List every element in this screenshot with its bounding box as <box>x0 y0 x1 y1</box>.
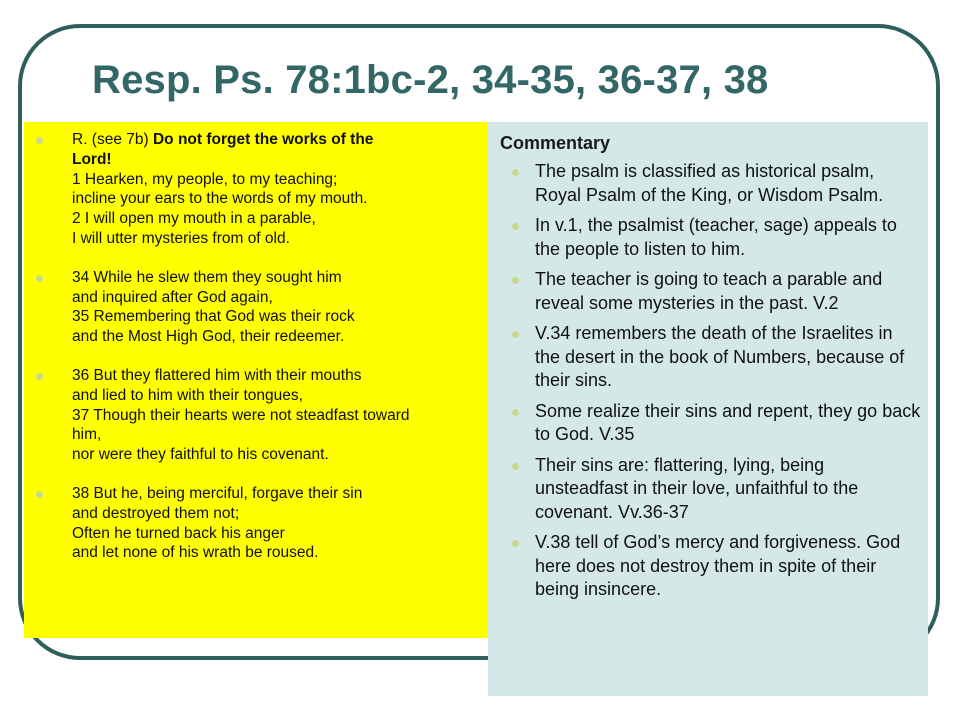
bullet-icon <box>512 223 519 230</box>
commentary-text: V.34 remembers the death of the Israelites in the desert in the book of Numbers, because of their sins. <box>535 323 905 390</box>
commentary-item <box>500 400 922 447</box>
verse-line: nor were they faithful to his covenant. <box>72 446 329 464</box>
verse-line: 34 While he slew them they sought him <box>72 268 342 286</box>
commentary-item <box>500 322 922 393</box>
slide-title: Resp. Ps. 78:1bc-2, 34-35, 36-37, 38 <box>92 58 769 102</box>
commentary-item <box>500 160 922 207</box>
verse-line: and lied to him with their tongues, <box>72 386 303 404</box>
verse-text: R. (see 7b) <box>72 131 153 148</box>
bullet-icon <box>36 491 43 498</box>
commentary-text: V.38 tell of God’s mercy and forgiveness. God here does not destroy them in spite of their being insincere. <box>535 532 901 599</box>
bullet-icon <box>512 331 519 338</box>
commentary-text: The psalm is classified as historical psalm, Royal Psalm of the King, or Wisdom Psalm. <box>535 161 884 205</box>
verse-line: him, <box>72 426 102 444</box>
bullet-icon <box>512 169 519 176</box>
verse-group <box>24 484 482 563</box>
bullet-icon <box>512 409 519 416</box>
verse-group <box>24 130 482 249</box>
psalm-verses-list <box>24 130 482 563</box>
verse-line <box>72 150 482 170</box>
response-text: Lord! <box>72 150 112 168</box>
verse-line: 36 But they flattered him with their mouths <box>72 366 362 384</box>
verse-line: incline your ears to the words of my mouth. <box>72 190 368 208</box>
verse-line: I will utter mysteries from of old. <box>72 229 290 247</box>
verse-group <box>24 268 482 347</box>
commentary-heading: Commentary <box>500 133 611 153</box>
bullet-icon <box>512 277 519 284</box>
commentary-item <box>500 214 922 261</box>
verse-group <box>24 366 482 465</box>
commentary-item <box>500 531 922 602</box>
verse-line: 2 I will open my mouth in a parable, <box>72 210 316 228</box>
commentary-item <box>500 454 922 525</box>
bullet-icon <box>36 373 43 380</box>
verse-line: 37 Though their hearts were not steadfast toward <box>72 406 410 424</box>
bullet-icon <box>512 540 519 547</box>
commentary-text: Some realize their sins and repent, they go back to God. V.35 <box>535 400 921 444</box>
psalm-verses-panel <box>24 122 488 638</box>
commentary-list <box>500 160 922 602</box>
bullet-icon <box>36 137 43 144</box>
bullet-icon <box>512 463 519 470</box>
verse-line: 38 But he, being merciful, forgave their sin <box>72 484 363 502</box>
verse-line: 1 Hearken, my people, to my teaching; <box>72 170 338 188</box>
commentary-text: The teacher is going to teach a parable and reveal some mysteries in the past. V.2 <box>535 269 883 313</box>
verse-line: and inquired after God again, <box>72 288 273 306</box>
verse-line: and destroyed them not; <box>72 504 240 522</box>
bullet-icon <box>36 275 43 282</box>
commentary-item <box>500 268 922 315</box>
commentary-text: Their sins are: flattering, lying, being unsteadfast in their love, unfaithful to the covenant. Vv.36-37 <box>535 454 859 522</box>
verse-line: 35 Remembering that God was their rock <box>72 308 355 326</box>
commentary-panel <box>488 122 928 696</box>
verse-line: and let none of his wrath be roused. <box>72 544 319 562</box>
response-text: Do not forget the works of the <box>152 131 374 148</box>
verse-line: and the Most High God, their redeemer. <box>72 328 345 346</box>
commentary-text: In v.1, the psalmist (teacher, sage) appeals to the people to listen to him. <box>535 215 897 259</box>
verse-line <box>72 130 482 150</box>
verse-line: Often he turned back his anger <box>72 524 285 542</box>
